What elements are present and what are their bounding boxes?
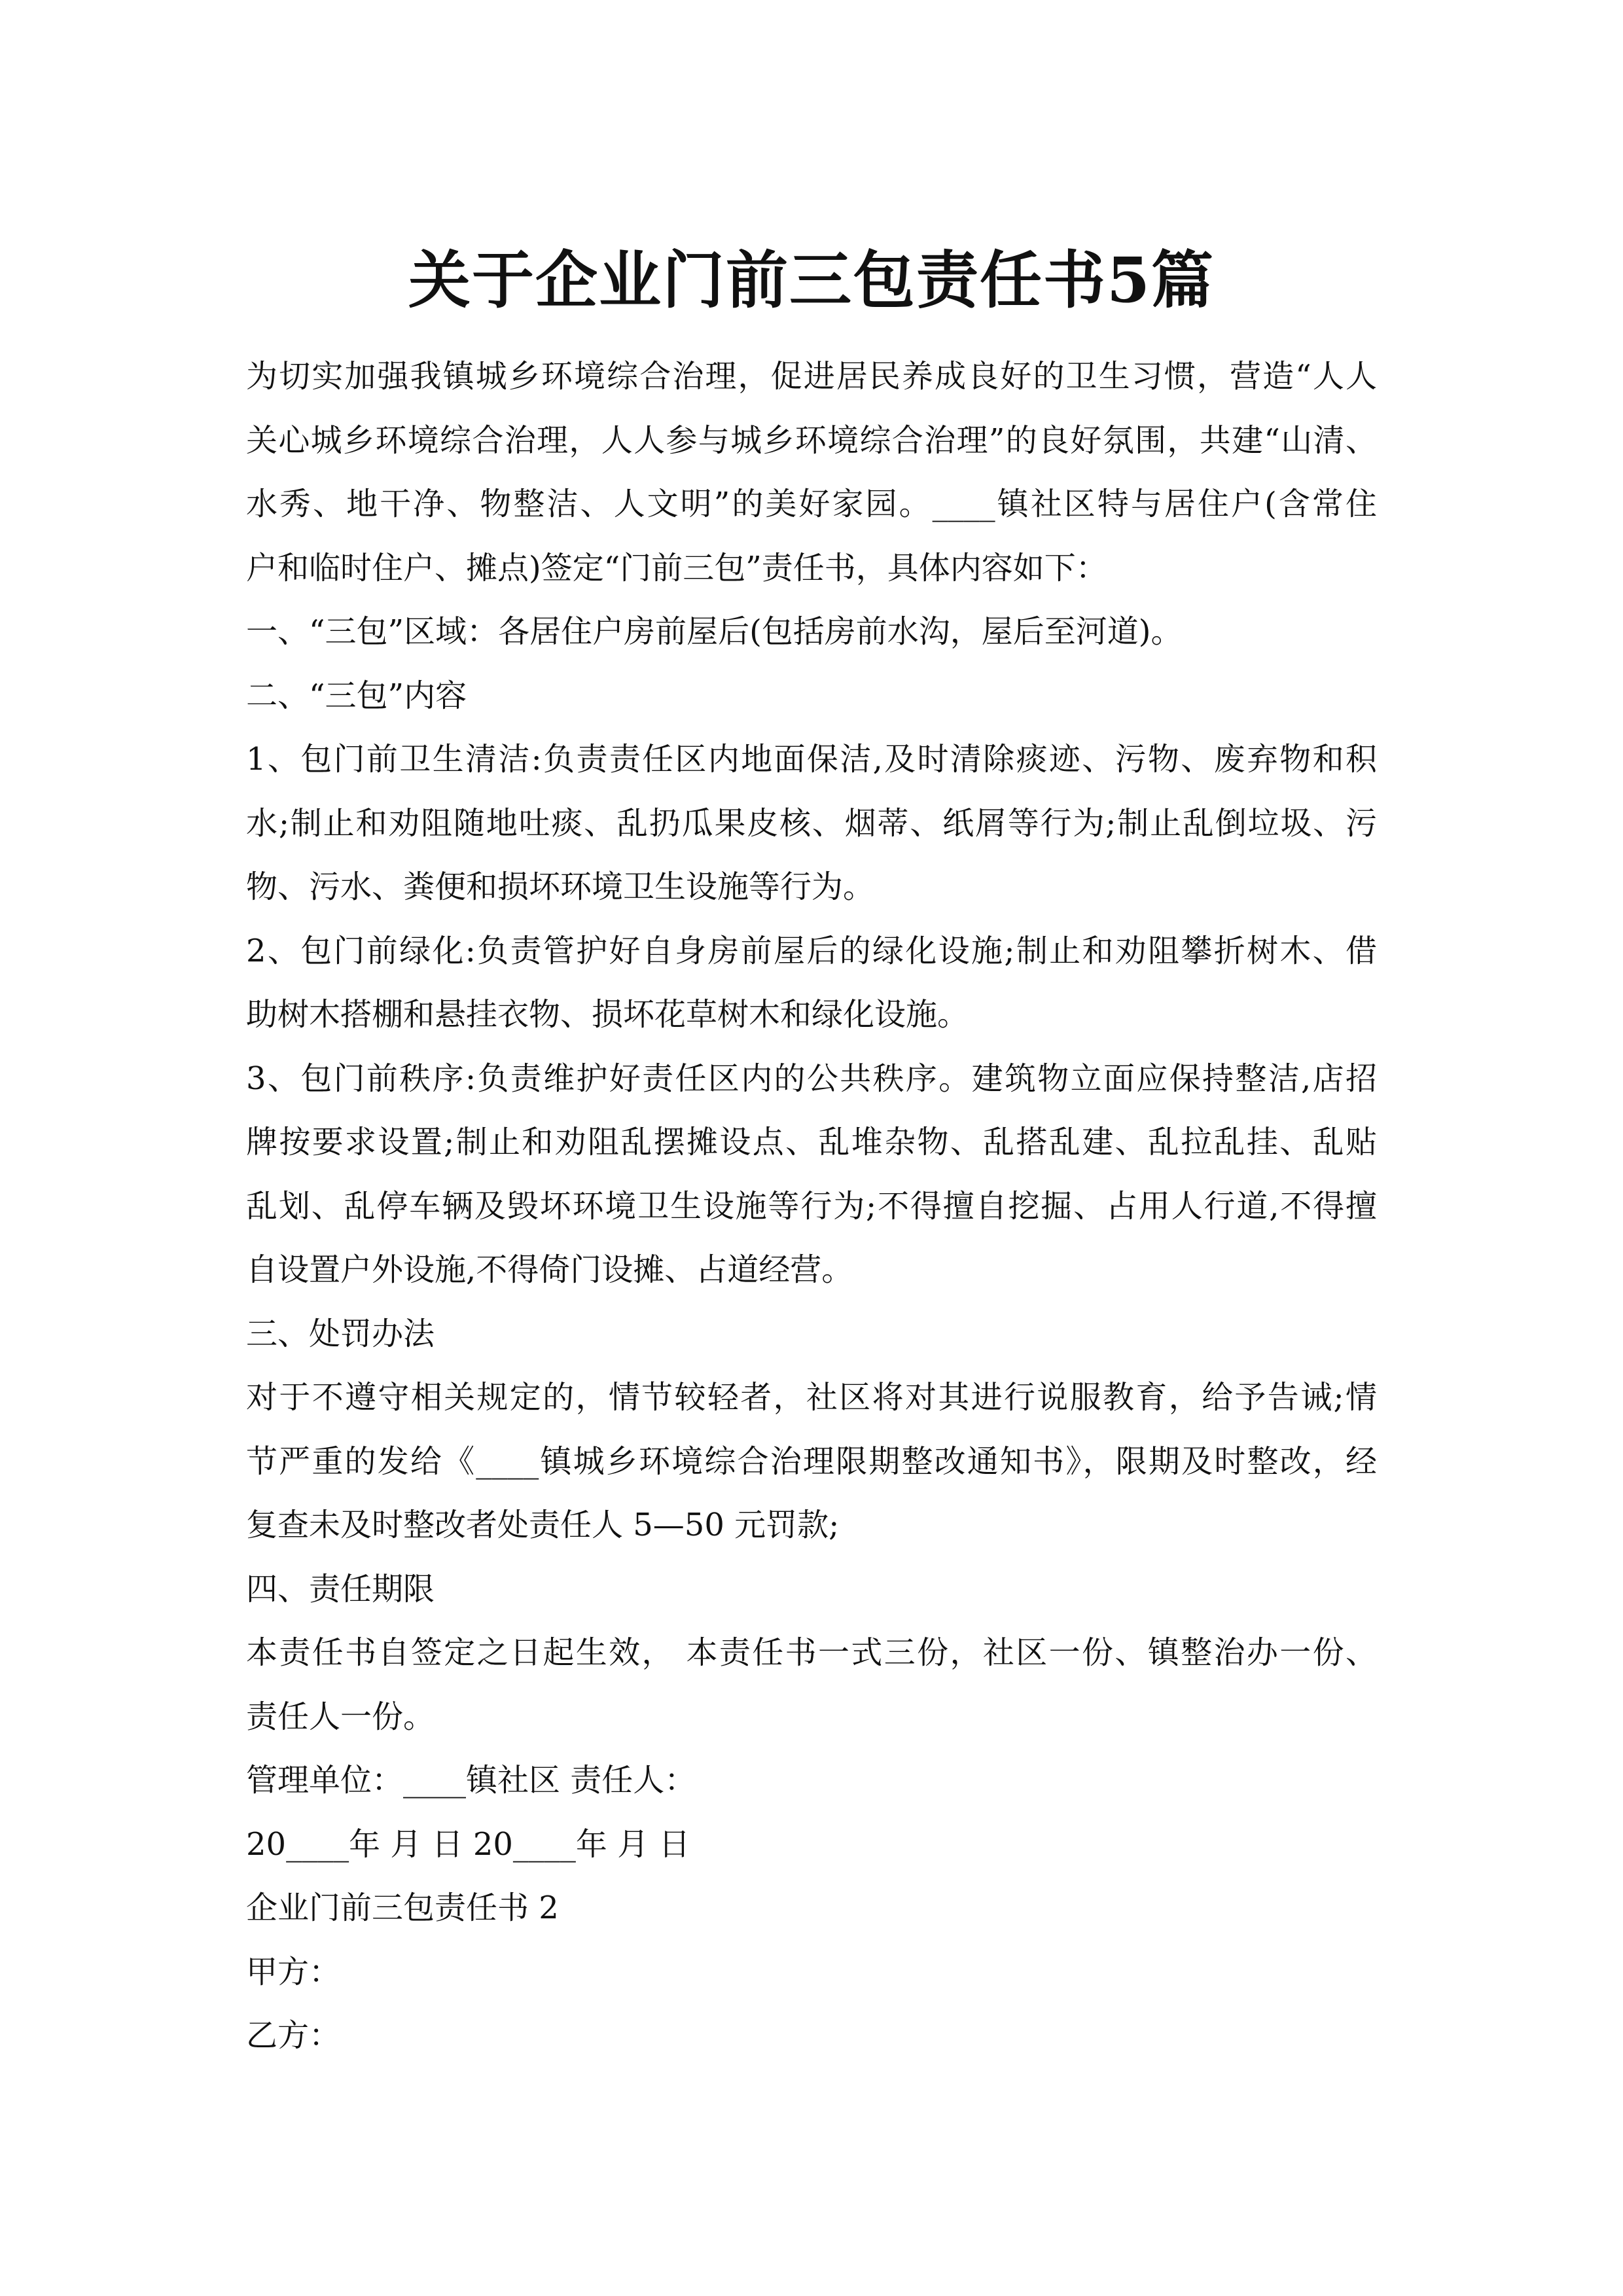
text-line: 关心城乡环境综合治理，人人参与城乡环境综合治理”的良好氛围，共建“山清、 [246,422,1377,459]
text-line: 牌按要求设置;制止和劝阻乱摆摊设点、乱堆杂物、乱搭乱建、乱拉乱挂、乱贴 [246,1124,1377,1160]
text-line: 本责任书自签定之日起生效， 本责任书一式三份，社区一份、镇整治办一份、 [246,1634,1377,1671]
text-line: 企业门前三包责任书 2 [246,1890,559,1926]
text-line: 3、包门前秩序:负责维护好责任区内的公共秩序。建筑物立面应保持整洁,店招 [246,1060,1377,1097]
text-line: 水;制止和劝阻随地吐痰、乱扔瓜果皮核、烟蒂、纸屑等行为;制止乱倒垃圾、污 [246,804,1377,842]
text-line: 一、“三包”区域：各居住户房前屋后(包括房前水沟，屋后至河道)。 [246,613,1183,650]
text-line: 户和临时住户、摊点)签定“门前三包”责任书，具体内容如下： [246,549,1107,586]
text-line: 复查未及时整改者处责任人 5—50 元罚款; [246,1507,840,1543]
text-line: 乙方： [246,2017,341,2054]
text-line: 二、“三包”内容 [246,677,467,714]
text-line: 2、包门前绿化:负责管护好自身房前屋后的绿化设施;制止和劝阻攀折树木、借 [246,932,1377,969]
text-line: 管理单位：____镇社区 责任人： [246,1762,696,1799]
document-body [246,345,1377,2068]
text-line: 节严重的发给《____镇城乡环境综合治理限期整改通知书》，限期及时整改，经 [246,1443,1377,1480]
text-line: 物、污水、粪便和损坏环境卫生设施等行为。 [246,869,875,905]
document-title: 关于企业门前三包责任书5篇 [408,243,1215,317]
text-line: 三、处罚办法 [246,1315,435,1352]
text-line: 助树木搭棚和悬挂衣物、损坏花草树木和绿化设施。 [246,996,969,1033]
text-line: 对于不遵守相关规定的，情节较轻者，社区将对其进行说服教育，给予告诫;情 [246,1379,1377,1416]
text-line: 责任人一份。 [246,1698,435,1735]
text-line: 20____年 月 日 20____年 月 日 [246,1825,690,1863]
text-line: 甲方： [246,1953,341,1990]
text-line: 自设置户外设施,不得倚门设摊、占道经营。 [246,1251,853,1288]
text-line: 1、包门前卫生清洁:负责责任区内地面保洁,及时清除痰迹、污物、废弃物和积 [246,741,1377,778]
text-line: 水秀、地干净、物整洁、人文明”的美好家园。____镇社区特与居住户(含常住 [246,486,1377,522]
text-line: 乱划、乱停车辆及毁坏环境卫生设施等行为;不得擅自挖掘、占用人行道,不得擅 [246,1187,1377,1225]
text-line: 四、责任期限 [246,1570,435,1607]
text-line: 为切实加强我镇城乡环境综合治理，促进居民养成良好的卫生习惯，营造“人人 [246,358,1377,395]
